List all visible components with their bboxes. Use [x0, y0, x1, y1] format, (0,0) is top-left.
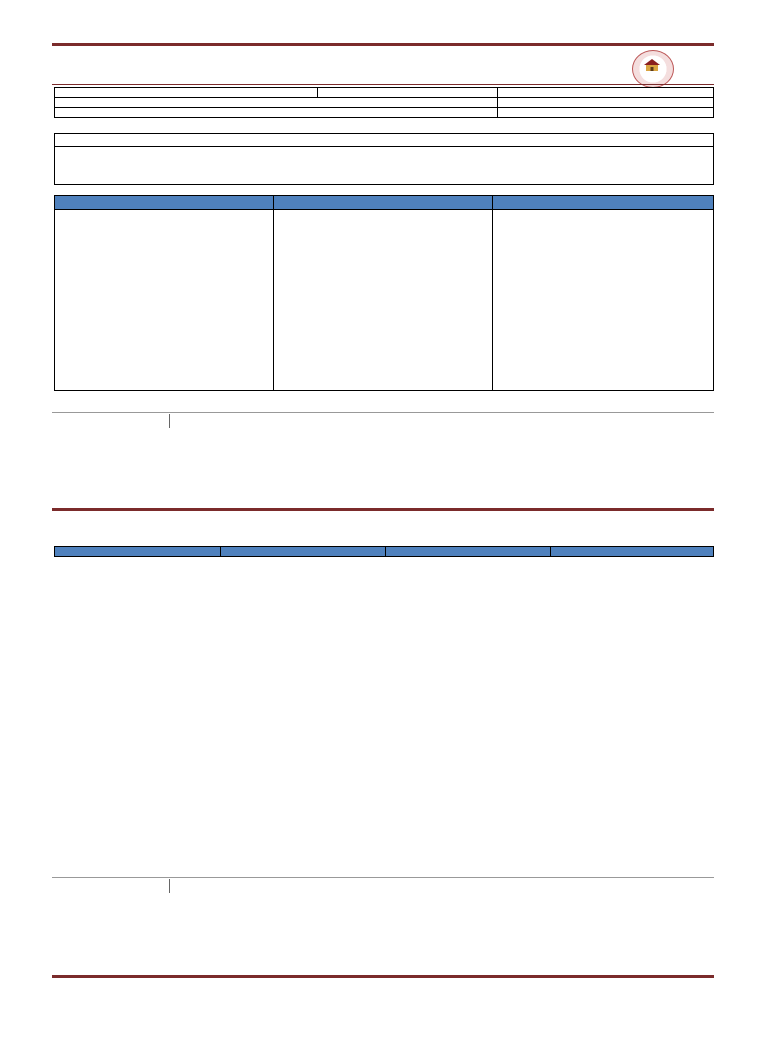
school-logo [632, 50, 674, 88]
objective-heading [55, 134, 713, 147]
objective-text [55, 147, 713, 153]
conceptual-cell [55, 210, 274, 391]
footer-separator [169, 414, 170, 428]
general-objective [54, 133, 714, 185]
header-rule [52, 84, 714, 85]
unit-name [55, 88, 318, 98]
contents-table [54, 195, 714, 391]
conceptual-header [55, 196, 274, 210]
house-icon [644, 59, 660, 71]
procedural-header [493, 196, 714, 210]
attitudinal-header [274, 196, 493, 210]
footer-separator [169, 879, 170, 893]
resources-table [54, 986, 714, 1046]
footer-rule [52, 412, 714, 413]
unit-info-table [54, 87, 714, 118]
activity-header [55, 547, 221, 557]
procedural-cell [493, 210, 714, 391]
footer-rule [52, 877, 714, 878]
title-rule [52, 508, 714, 511]
title-rule [52, 43, 714, 46]
activities-table [54, 546, 714, 873]
start-date [318, 88, 498, 98]
activity-header [221, 547, 386, 557]
attitudinal-cell [274, 210, 493, 391]
activity-header [551, 547, 714, 557]
title-rule [52, 975, 714, 978]
activity-header [386, 547, 551, 557]
end-date [498, 88, 714, 98]
